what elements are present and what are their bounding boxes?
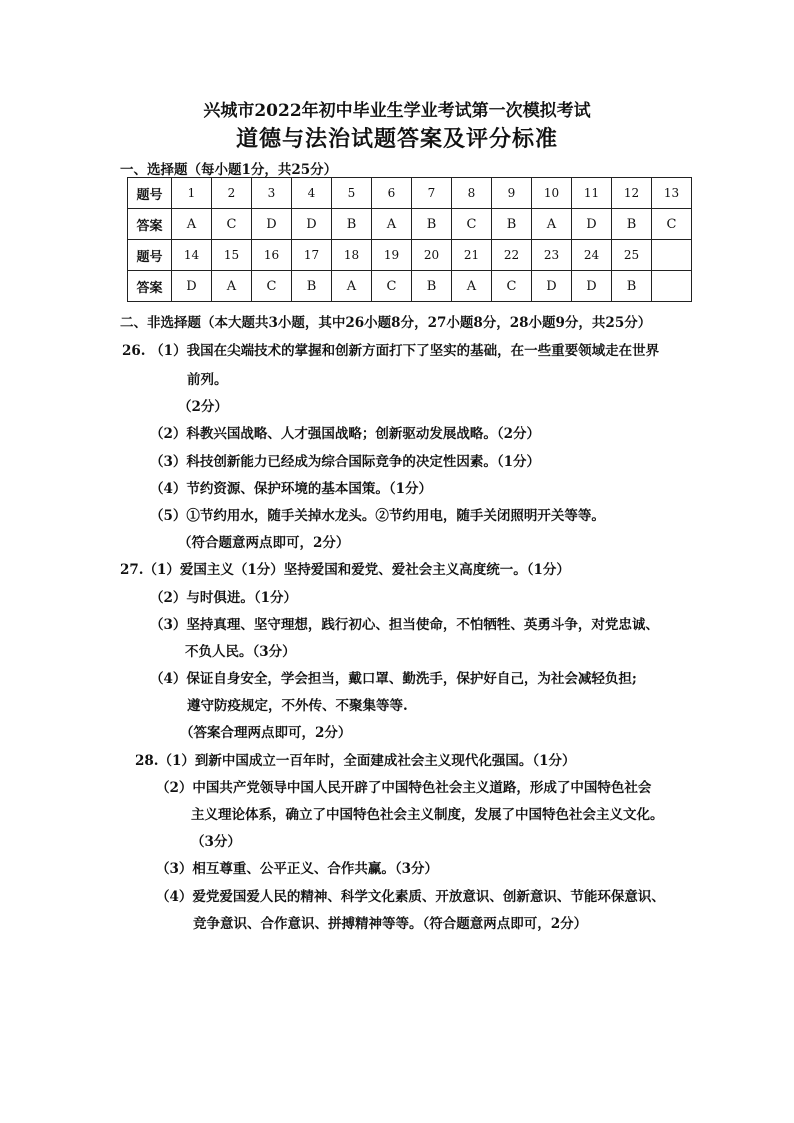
question-number: 7 <box>412 178 452 209</box>
q26-part2: （2）科教兴国战略、人才强国战略；创新驱动发展战略。（2分） <box>150 426 541 442</box>
question-number: 15 <box>212 240 252 271</box>
q27-part4-score: （答案合理两点即可，2分） <box>180 725 352 741</box>
answer-cell: B <box>292 271 332 302</box>
question-number: 5 <box>332 178 372 209</box>
answer-cell: B <box>412 209 452 240</box>
table-row <box>128 178 692 209</box>
answer-cell: A <box>212 271 252 302</box>
q28-part4-cont: 竞争意识、合作意识、拼搏精神等等。（符合题意两点即可，2分） <box>193 916 588 932</box>
answer-cell: B <box>612 271 652 302</box>
q26-part3: （3）科技创新能力已经成为综合国际竞争的决定性因素。（1分） <box>150 454 541 470</box>
table-row <box>128 271 692 302</box>
q28-part4: （4）爱党爱国爱人民的精神、科学文化素质、开放意识、创新意识、节能环保意识、 <box>156 889 665 905</box>
question-number: 6 <box>372 178 412 209</box>
q26-part5: （5）①节约用水，随手关掉水龙头。②节约用电，随手关闭照明开关等等。 <box>150 508 605 524</box>
answer-cell: A <box>172 209 212 240</box>
q27-part4-cont: 遵守防疫规定，不外传、不聚集等等. <box>187 698 408 714</box>
question-number: 19 <box>372 240 412 271</box>
answer-cell: A <box>332 271 372 302</box>
question-number: 20 <box>412 240 452 271</box>
answer-cell: D <box>572 271 612 302</box>
header-question: 题号 <box>128 240 172 271</box>
answer-cell: D <box>572 209 612 240</box>
q28-part2-cont: 主义理论体系，确立了中国特色社会主义制度，发展了中国特色社会主义文化。 <box>191 807 664 823</box>
question-number: 8 <box>452 178 492 209</box>
question-number: 13 <box>652 178 692 209</box>
answer-cell: C <box>212 209 252 240</box>
question-number: 21 <box>452 240 492 271</box>
question-number: 16 <box>252 240 292 271</box>
question-number: 17 <box>292 240 332 271</box>
answer-cell: B <box>612 209 652 240</box>
answer-cell: C <box>652 209 692 240</box>
question-number: 4 <box>292 178 332 209</box>
question-number: 23 <box>532 240 572 271</box>
q28-part3: （3）相互尊重、公平正义、合作共赢。（3分） <box>156 861 439 877</box>
answer-key-title: 道德与法治试题答案及评分标准 <box>235 126 558 152</box>
header-answer: 答案 <box>128 271 172 302</box>
answer-cell: A <box>532 209 572 240</box>
header-question: 题号 <box>128 178 172 209</box>
table-row <box>128 209 692 240</box>
q26-part5-score: （符合题意两点即可，2分） <box>178 535 350 551</box>
q27-part1: 27.（1）爱国主义（1分）坚持爱国和爱党、爱社会主义高度统一。（1分） <box>120 562 570 578</box>
q27-part2: （2）与时俱进。（1分） <box>150 590 298 606</box>
question-number: 9 <box>492 178 532 209</box>
q28-part2: （2）中国共产党领导中国人民开辟了中国特色社会主义道路，形成了中国特色社会 <box>156 780 652 796</box>
answer-cell: C <box>252 271 292 302</box>
section-open-heading: 二、非选择题（本大题共3小题，其中26小题8分，27小题8分，28小题9分，共25分） <box>120 315 652 331</box>
answer-cell: B <box>412 271 452 302</box>
answer-cell: B <box>332 209 372 240</box>
question-number: 24 <box>572 240 612 271</box>
header-answer: 答案 <box>128 209 172 240</box>
q27-part3-cont: 不负人民。（3分） <box>185 644 296 660</box>
q26-part1: 26. （1）我国在尖端技术的掌握和创新方面打下了坚实的基础，在一些重要领域走在世界 <box>122 343 660 359</box>
question-number: 14 <box>172 240 212 271</box>
question-number: 10 <box>532 178 572 209</box>
answer-cell: A <box>372 209 412 240</box>
question-number <box>652 240 692 271</box>
q28-part2-score: （3分） <box>191 834 241 850</box>
question-number: 1 <box>172 178 212 209</box>
question-number: 11 <box>572 178 612 209</box>
question-number: 3 <box>252 178 292 209</box>
q28-part1: 28.（1）到新中国成立一百年时，全面建成社会主义现代化强国。（1分） <box>135 753 576 769</box>
answer-cell <box>652 271 692 302</box>
answer-cell: D <box>532 271 572 302</box>
answer-cell: A <box>452 271 492 302</box>
answer-cell: B <box>492 209 532 240</box>
q27-part4: （4）保证自身安全，学会担当，戴口罩、勤洗手，保护好自己，为社会减轻负担; <box>150 671 637 687</box>
answer-cell: D <box>252 209 292 240</box>
answer-cell: C <box>452 209 492 240</box>
answer-table <box>127 177 692 302</box>
question-number: 12 <box>612 178 652 209</box>
answer-cell: D <box>292 209 332 240</box>
question-number: 18 <box>332 240 372 271</box>
section-choice-heading: 一、选择题（每小题1分，共25分） <box>120 162 338 178</box>
q26-part4: （4）节约资源、保护环境的基本国策。（1分） <box>150 481 433 497</box>
question-number: 25 <box>612 240 652 271</box>
table-row <box>128 240 692 271</box>
answer-cell: C <box>372 271 412 302</box>
answer-cell: C <box>492 271 532 302</box>
question-number: 2 <box>212 178 252 209</box>
answer-cell: D <box>172 271 212 302</box>
exam-title: 兴城市2022年初中毕业生学业考试第一次模拟考试 <box>203 101 591 121</box>
q27-part3: （3）坚持真理、坚守理想，践行初心、担当使命，不怕牺牲、英勇斗争，对党忠诚、 <box>150 617 659 633</box>
question-number: 22 <box>492 240 532 271</box>
q26-part1-score: （2分） <box>178 399 228 415</box>
q26-part1-cont: 前列。 <box>187 372 228 388</box>
